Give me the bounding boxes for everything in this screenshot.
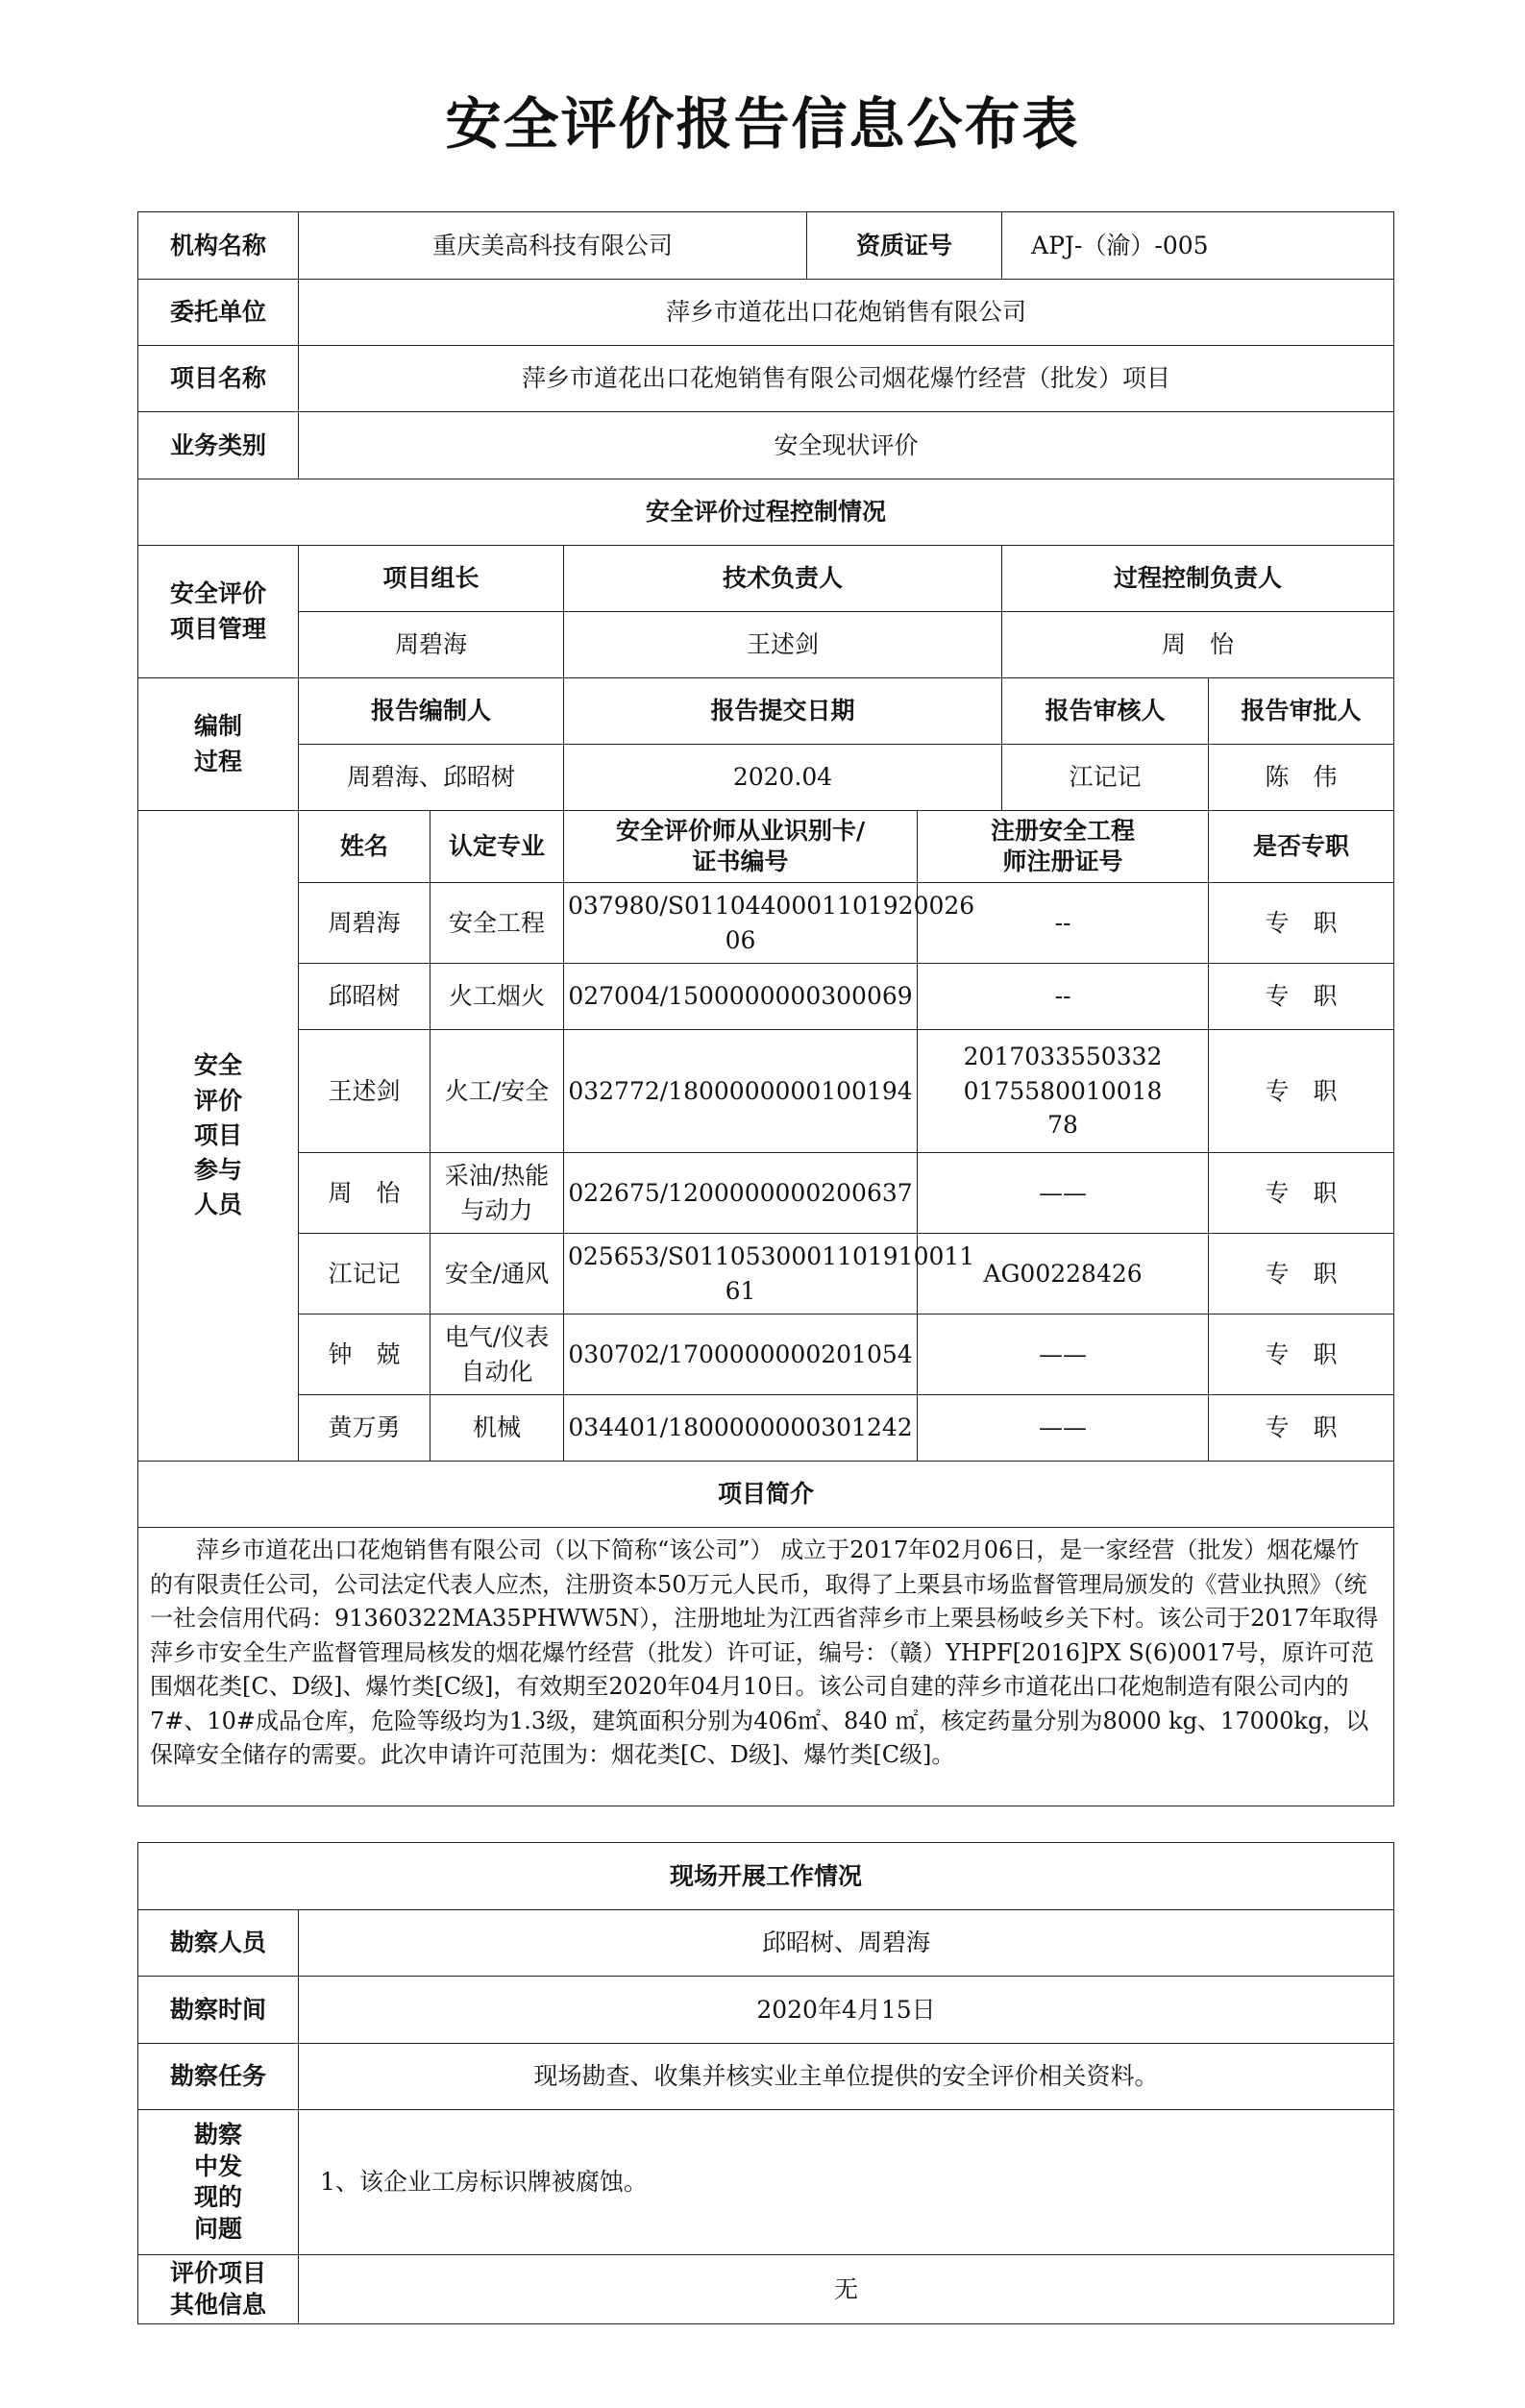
comp-reviewer: 江记记 (1002, 745, 1209, 811)
mgmt-leader: 周碧海 (299, 612, 564, 678)
table-row (138, 964, 1394, 1030)
intro-header: 项目简介 (138, 1462, 1394, 1528)
project-value: 萍乡市道花出口花炮销售有限公司烟花爆竹经营（批发）项目 (299, 346, 1394, 412)
compilation-value-row (138, 745, 1394, 811)
table-row (138, 1153, 1394, 1234)
cert-label: 资质证号 (807, 212, 1002, 280)
part-reg: —— (918, 1315, 1209, 1395)
table-row (138, 1030, 1394, 1153)
mgmt-header-leader: 项目组长 (299, 546, 564, 612)
part-card: 030702/1700000000201054 (564, 1315, 918, 1395)
part-card: 027004/1500000000300069 (564, 964, 918, 1030)
part-reg: AG00228426 (918, 1234, 1209, 1315)
problems-row (138, 2110, 1394, 2255)
part-reg: 2017033550332 0175580010018 78 (918, 1030, 1209, 1153)
part-name: 周碧海 (299, 883, 430, 964)
other-value: 无 (299, 2255, 1394, 2324)
part-header-name: 姓名 (299, 811, 430, 883)
part-reg: -- (918, 883, 1209, 964)
part-major: 采油/热能 与动力 (430, 1153, 564, 1234)
task-value: 现场勘查、收集并核实业主单位提供的安全评价相关资料。 (299, 2044, 1394, 2110)
part-fulltime: 专 职 (1209, 1395, 1394, 1462)
part-major: 机械 (430, 1395, 564, 1462)
problems-label-text: 勘察 中发 现的 问题 (193, 2121, 242, 2243)
comp-header-approver: 报告审批人 (1209, 678, 1394, 745)
part-name: 黄万勇 (299, 1395, 430, 1462)
part-name: 周 怡 (299, 1153, 430, 1234)
participants-header-row (138, 811, 1394, 883)
comp-approver: 陈 伟 (1209, 745, 1394, 811)
business-row (138, 412, 1394, 479)
part-major: 火工烟火 (430, 964, 564, 1030)
business-label: 业务类别 (138, 412, 299, 479)
page-title: 安全评价报告信息公布表 (445, 91, 1080, 157)
part-name: 江记记 (299, 1234, 430, 1315)
part-card: 022675/1200000000200637 (564, 1153, 918, 1234)
time-label: 勘察时间 (138, 1977, 299, 2044)
participants-label (138, 811, 299, 1462)
table-row (138, 1315, 1394, 1395)
compilation-header-row (138, 678, 1394, 745)
mgmt-header-control: 过程控制负责人 (1002, 546, 1394, 612)
part-reg: —— (918, 1395, 1209, 1462)
org-name-label: 机构名称 (138, 212, 299, 280)
management-label-text: 安全评价 项目管理 (169, 579, 266, 643)
info-table (137, 211, 1394, 1806)
cert-number: APJ-（渝）-005 (1002, 212, 1394, 280)
time-value: 2020年4月15日 (299, 1977, 1394, 2044)
part-name: 邱昭树 (299, 964, 430, 1030)
problems-label (138, 2110, 299, 2255)
participants-label-text: 安全 评价 项目 参与 人员 (193, 1051, 242, 1219)
client-row (138, 280, 1394, 346)
management-header-row (138, 546, 1394, 612)
compilation-label-text: 编制 过程 (193, 712, 242, 775)
problems-value: 1、该企业工房标识牌被腐蚀。 (299, 2110, 1394, 2255)
part-fulltime: 专 职 (1209, 1315, 1394, 1395)
comp-date: 2020.04 (564, 745, 1002, 811)
part-fulltime: 专 职 (1209, 964, 1394, 1030)
part-header-fulltime: 是否专职 (1209, 811, 1394, 883)
project-label: 项目名称 (138, 346, 299, 412)
intro-header-row (138, 1462, 1394, 1528)
part-major: 电气/仪表 自动化 (430, 1315, 564, 1395)
task-row (138, 2044, 1394, 2110)
part-fulltime: 专 职 (1209, 1030, 1394, 1153)
table-row (138, 883, 1394, 964)
comp-author: 周碧海、邱昭树 (299, 745, 564, 811)
part-card: 034401/1800000000301242 (564, 1395, 918, 1462)
other-label: 评价项目 其他信息 (138, 2255, 299, 2324)
part-header-major: 认定专业 (430, 811, 564, 883)
project-row (138, 346, 1394, 412)
time-row (138, 1977, 1394, 2044)
table-row (138, 1395, 1394, 1462)
part-major: 安全/通风 (430, 1234, 564, 1315)
org-row (138, 212, 1394, 280)
part-header-reg: 注册安全工程 师注册证号 (918, 811, 1209, 883)
site-header: 现场开展工作情况 (138, 1843, 1394, 1910)
part-name: 王述剑 (299, 1030, 430, 1153)
other-row (138, 2255, 1394, 2324)
inspectors-label: 勘察人员 (138, 1910, 299, 1977)
part-major: 安全工程 (430, 883, 564, 964)
intro-text: 萍乡市道花出口花炮销售有限公司（以下简称“该公司”） 成立于2017年02月06日，是一家经营（批发）烟花爆竹的有限责任公司，公司法定代表人应杰，注册资本50万元人民币，取得了上栗县市场监督管理局颁发的《营业执照》（统一社会信用代码：91360322MA35PHWW5N），注册地址为江西省萍乡市上栗县杨岐乡关下村。该公司于2017年取得萍乡市安全生产监督管理局核发的烟花爆竹经营（批发）许可证，编号：（赣）YHPF[2016]PX S(6)0017号，原许可范围烟花类[C、D级]、爆竹类[C级]，有效期至2020年04月10日。该公司自建的萍乡市道花出口花炮制造有限公司内的7#、10#成品仓库，危险等级均为1.3级，建筑面积分别为406㎡、840 ㎡，核定药量分别为8000 kg、17000kg，以保障安全储存的需要。此次申请许可范围为：烟花类[C、D级]、爆竹类[C级]。 (138, 1528, 1394, 1806)
business-value: 安全现状评价 (299, 412, 1394, 479)
process-header: 安全评价过程控制情况 (138, 479, 1394, 546)
client-value: 萍乡市道花出口花炮销售有限公司 (299, 280, 1394, 346)
process-header-row (138, 479, 1394, 546)
comp-header-reviewer: 报告审核人 (1002, 678, 1209, 745)
mgmt-header-tech: 技术负责人 (564, 546, 1002, 612)
mgmt-tech: 王述剑 (564, 612, 1002, 678)
task-label: 勘察任务 (138, 2044, 299, 2110)
part-fulltime: 专 职 (1209, 1153, 1394, 1234)
intro-body-row (138, 1528, 1394, 1806)
management-label (138, 546, 299, 678)
compilation-label (138, 678, 299, 811)
part-card: 032772/1800000000100194 (564, 1030, 918, 1153)
part-reg: -- (918, 964, 1209, 1030)
part-fulltime: 专 职 (1209, 1234, 1394, 1315)
part-name: 钟 兢 (299, 1315, 430, 1395)
client-label: 委托单位 (138, 280, 299, 346)
management-value-row (138, 612, 1394, 678)
org-name: 重庆美高科技有限公司 (299, 212, 807, 280)
part-major: 火工/安全 (430, 1030, 564, 1153)
table-row (138, 1234, 1394, 1315)
comp-header-date: 报告提交日期 (564, 678, 1002, 745)
part-fulltime: 专 职 (1209, 883, 1394, 964)
part-card: 025653/S0110530001101910011 61 (564, 1234, 918, 1315)
inspectors-value: 邱昭树、周碧海 (299, 1910, 1394, 1977)
mgmt-control: 周 怡 (1002, 612, 1394, 678)
part-header-card: 安全评价师从业识别卡/ 证书编号 (564, 811, 918, 883)
part-reg: —— (918, 1153, 1209, 1234)
site-header-row (138, 1843, 1394, 1910)
inspectors-row (138, 1910, 1394, 1977)
comp-header-author: 报告编制人 (299, 678, 564, 745)
part-card: 037980/S0110440001101920026 06 (564, 883, 918, 964)
site-table (137, 1842, 1394, 2324)
